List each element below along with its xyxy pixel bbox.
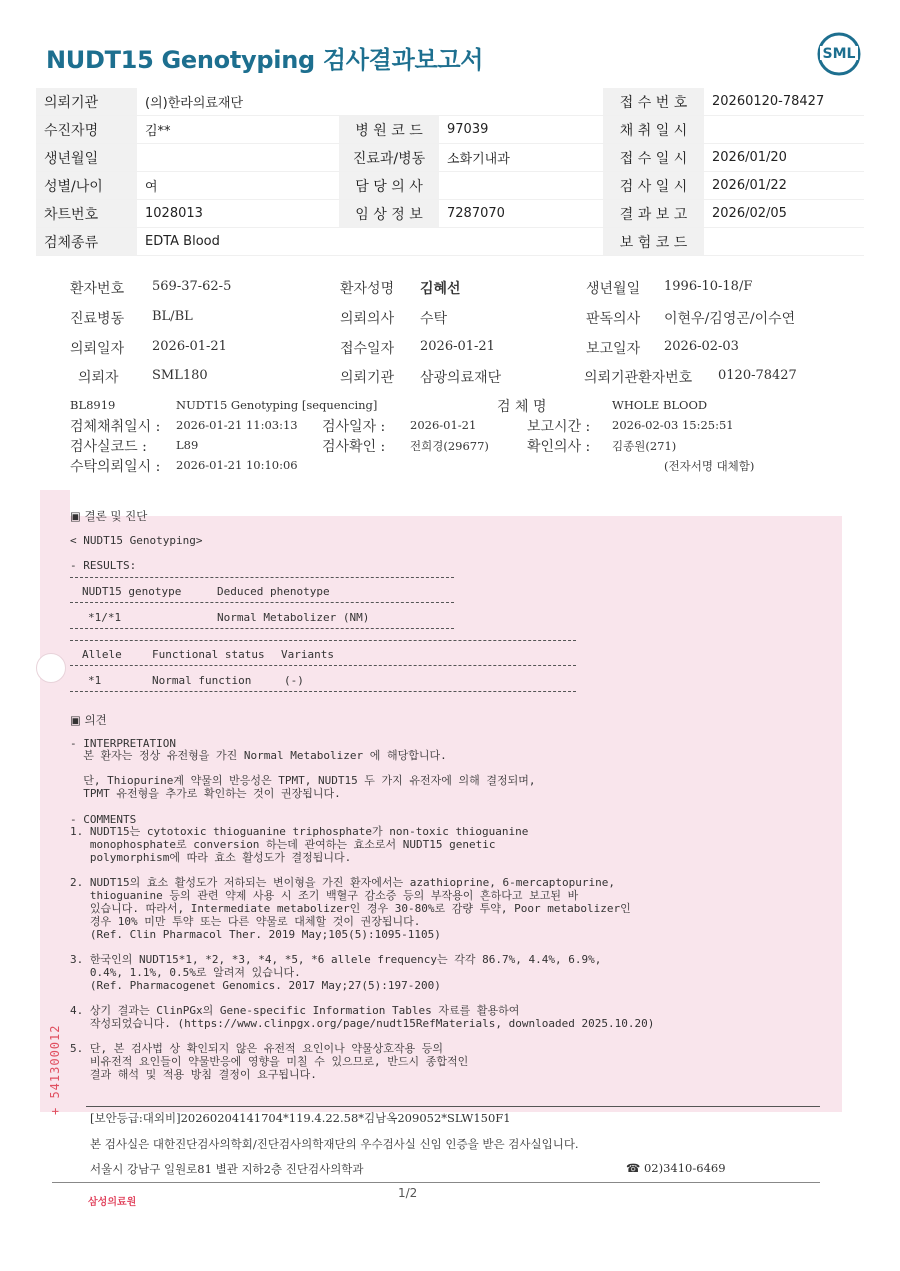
dept: 소화기내과	[439, 144, 603, 172]
birth-label: 생년월일	[36, 144, 137, 172]
comment-1c: polymorphism에 따라 효소 활성도가 결정됩니다.	[70, 851, 352, 864]
interp-line-1: 본 환자는 정상 유전형을 가진 Normal Metabolizer 에 해당합니다.	[70, 749, 447, 762]
clinical-label: 임 상 정 보	[339, 200, 439, 228]
certification-text: 본 검사실은 대한진단검사의학회/진단검사의학재단의 우수검사실 신임 인증을 받은 검사실입니다.	[90, 1137, 579, 1151]
org-patient-no-label: 의뢰기관환자번호	[584, 370, 693, 386]
ward: BL/BL	[152, 309, 193, 324]
testdate-label: 검사일자 :	[322, 419, 386, 435]
sex-age-label: 성별/나이	[36, 172, 137, 200]
specimen-name-label: 검 체 명	[497, 399, 547, 415]
comment-5a: 5. 단, 본 검사법 상 확인되지 않은 유전적 요인이나 약물상호작용 등의	[70, 1042, 443, 1055]
divider	[70, 640, 576, 641]
insurance-label: 보 험 코 드	[603, 228, 704, 256]
comment-2a: 2. NUDT15의 효소 활성도가 저하되는 변이형을 가진 환자에서는 azathioprine, 6-mercaptopurine,	[70, 876, 616, 889]
genotyping-title: < NUDT15 Genotyping>	[70, 534, 203, 547]
requester-label: 의뢰자	[78, 370, 119, 386]
page-number: 1/2	[398, 1186, 418, 1200]
report-date-label: 결 과 보 고	[603, 200, 704, 228]
footer-rule-bottom	[52, 1182, 820, 1183]
divider	[70, 628, 454, 629]
req-date: 2026-01-21	[152, 339, 227, 354]
test-name: NUDT15 Genotyping [sequencing]	[176, 398, 378, 412]
col-variants: Variants	[281, 648, 334, 661]
specimen-label: 검체종류	[36, 228, 137, 256]
divider	[70, 577, 454, 578]
hospital-code-label: 병 원 코 드	[339, 116, 439, 144]
confirm: 전희경(29677)	[410, 439, 489, 453]
receipt-no: 20260120-78427	[704, 88, 864, 116]
collect-date	[704, 116, 864, 144]
col-genotype: NUDT15 genotype	[82, 585, 182, 598]
divider	[70, 691, 576, 692]
recipient: 김**	[137, 116, 339, 144]
doctor-label: 담 당 의 사	[339, 172, 439, 200]
test-code: BL8919	[70, 398, 116, 412]
patient-no-label: 환자번호	[70, 281, 125, 297]
comment-2c: 있습니다. 따라서, Intermediate metabolizer인 경우 30-80%로 감량 투약, Poor metabolizer인	[70, 902, 631, 915]
col-phenotype: Deduced phenotype	[217, 585, 330, 598]
logo-text: SML	[822, 46, 856, 62]
genotype-value: *1/*1	[88, 611, 122, 624]
sml-logo	[812, 30, 866, 78]
specimen-name: WHOLE BLOOD	[612, 398, 708, 412]
comment-2d: 경우 10% 미만 투약 또는 다른 약물로 대체할 것이 권장됩니다.	[70, 915, 421, 928]
reader: 이현우/김영곤/이수연	[664, 311, 796, 327]
req-org: 삼광의료재단	[420, 370, 502, 386]
interp-line-3: TPMT 유전형을 추가로 확인하는 것이 권장됩니다.	[70, 787, 341, 800]
comment-4a: 4. 상기 결과는 ClinPGx의 Gene-specific Information Tables 자료를 활용하여	[70, 1004, 520, 1017]
confirm-doc: 김종원(271)	[612, 439, 677, 453]
col-status: Functional status	[152, 648, 265, 661]
confirm-label: 검사확인 :	[322, 439, 386, 455]
phone: ☎ 02)3410-6469	[626, 1161, 726, 1175]
side-code: + 541300012	[48, 1024, 62, 1115]
labcode-label: 검사실코드 :	[70, 439, 147, 455]
recipient-label: 수진자명	[36, 116, 137, 144]
comment-1a: 1. NUDT15는 cytotoxic thioguanine triphosphate가 non-toxic thioguanine	[70, 825, 529, 838]
address: 서울시 강남구 일원로81 별관 지하2층 진단검사의학과	[90, 1162, 364, 1176]
request-org: (의)한라의료재단	[137, 88, 603, 116]
ward-label: 진료병동	[70, 311, 125, 327]
test-date-label: 검 사 일 시	[603, 172, 704, 200]
test-date: 2026/01/22	[704, 172, 864, 200]
divider	[70, 602, 454, 603]
reporttime-label: 보고시간 :	[527, 419, 591, 435]
req-org-label: 의뢰기관	[340, 370, 395, 386]
allele-value: *1	[88, 674, 102, 687]
rcv-date-label: 접수일자	[340, 341, 395, 357]
req-doctor: 수탁	[420, 311, 448, 327]
entrust-label: 수탁의뢰일시 :	[70, 459, 161, 475]
footer-rule	[86, 1106, 820, 1107]
comment-2b: thioguanine 등의 관련 약제 사용 시 조기 백혈구 감소증 등의 부작용이 흔하다고 보고된 바	[70, 889, 579, 902]
testdate: 2026-01-21	[410, 418, 477, 432]
receipt-no-label: 접 수 번 호	[603, 88, 704, 116]
collect: 2026-01-21 11:03:13	[176, 418, 298, 432]
dept-label: 진료과/병동	[339, 144, 439, 172]
patient-name-label: 환자성명	[340, 281, 395, 297]
comment-5b: 비유전적 요인들이 약물반응에 영향을 미칠 수 있으므로, 반드시 종합적인	[70, 1055, 469, 1068]
security-line: [보안등급:대외비]20260204141704*119.4.22.58*김남옥209052*SLW150F1	[90, 1111, 511, 1125]
requester: SML180	[152, 368, 208, 383]
req-doctor-label: 의뢰의사	[340, 311, 395, 327]
pink-tab	[40, 490, 70, 516]
comment-5c: 결과 해석 및 적용 방침 결정이 요구됩니다.	[70, 1068, 317, 1081]
comment-2e: (Ref. Clin Pharmacol Ther. 2019 May;105(5):1095-1105)	[70, 928, 441, 941]
rcv-date: 2026-01-21	[420, 339, 495, 354]
rep-date-label: 보고일자	[586, 341, 641, 357]
request-org-label: 의뢰기관	[36, 88, 137, 116]
interp-line-2: 단, Thiopurine계 약물의 반응성은 TPMT, NUDT15 두 가지 유전자에 의해 결정되며,	[70, 774, 536, 787]
collect-date-label: 채 취 일 시	[603, 116, 704, 144]
collect-label: 검체채취일시 :	[70, 419, 161, 435]
sex-age: 여	[137, 172, 339, 200]
entrust: 2026-01-21 10:10:06	[176, 458, 298, 472]
punch-hole	[36, 653, 66, 683]
patient-info-table	[36, 88, 864, 256]
clinical: 7287070	[439, 200, 603, 228]
confirm-doc-label: 확인의사 :	[527, 439, 591, 455]
dob: 1996-10-18/F	[664, 279, 753, 294]
insurance	[704, 228, 864, 256]
specimen: EDTA Blood	[137, 228, 603, 256]
rep-date: 2026-02-03	[664, 339, 739, 354]
phenotype-value: Normal Metabolizer (NM)	[217, 611, 370, 624]
reader-label: 판독의사	[586, 311, 641, 327]
results-label: - RESULTS:	[70, 559, 137, 572]
variants-value: (-)	[284, 674, 304, 687]
conclusion-heading: ▣ 결론 및 진단	[70, 509, 148, 523]
req-date-label: 의뢰일자	[70, 341, 125, 357]
col-allele: Allele	[82, 648, 122, 661]
comment-3a: 3. 한국인의 NUDT15*1, *2, *3, *4, *5, *6 allele frequency는 각각 86.7%, 4.4%, 6.9%,	[70, 953, 602, 966]
report-date: 2026/02/05	[704, 200, 864, 228]
comment-3c: (Ref. Pharmacogenet Genomics. 2017 May;27(5):197-200)	[70, 979, 441, 992]
status-value: Normal function	[152, 674, 252, 687]
org-patient-no: 0120-78427	[718, 368, 797, 383]
esign-note: (전자서명 대체함)	[664, 459, 755, 473]
birth	[137, 144, 339, 172]
patient-no: 569-37-62-5	[152, 279, 232, 294]
reporttime: 2026-02-03 15:25:51	[612, 418, 734, 432]
labcode: L89	[176, 438, 199, 452]
interp-label: - INTERPRETATION	[70, 737, 176, 750]
patient-name: 김혜선	[420, 281, 461, 297]
hospital-code: 97039	[439, 116, 603, 144]
doctor	[439, 172, 603, 200]
hospital-brand: 삼성의료원	[88, 1197, 137, 1208]
opinion-heading: ▣ 의견	[70, 713, 107, 727]
comment-3b: 0.4%, 1.1%, 0.5%로 알려져 있습니다.	[70, 966, 301, 979]
dob-label: 생년월일	[586, 281, 641, 297]
comments-label: - COMMENTS	[70, 813, 137, 826]
receipt-date-label: 접 수 일 시	[603, 144, 704, 172]
divider	[70, 665, 576, 666]
comment-4b: 작성되었습니다. (https://www.clinpgx.org/page/nudt15RefMaterials, downloaded 2025.10.20)	[70, 1017, 655, 1030]
comment-1b: monophosphate로 conversion 하는데 관여하는 효소로서 NUDT15 genetic	[70, 838, 496, 851]
report-title: NUDT15 Genotyping 검사결과보고서	[46, 46, 484, 74]
chart-no-label: 차트번호	[36, 200, 137, 228]
receipt-date: 2026/01/20	[704, 144, 864, 172]
chart-no: 1028013	[137, 200, 339, 228]
